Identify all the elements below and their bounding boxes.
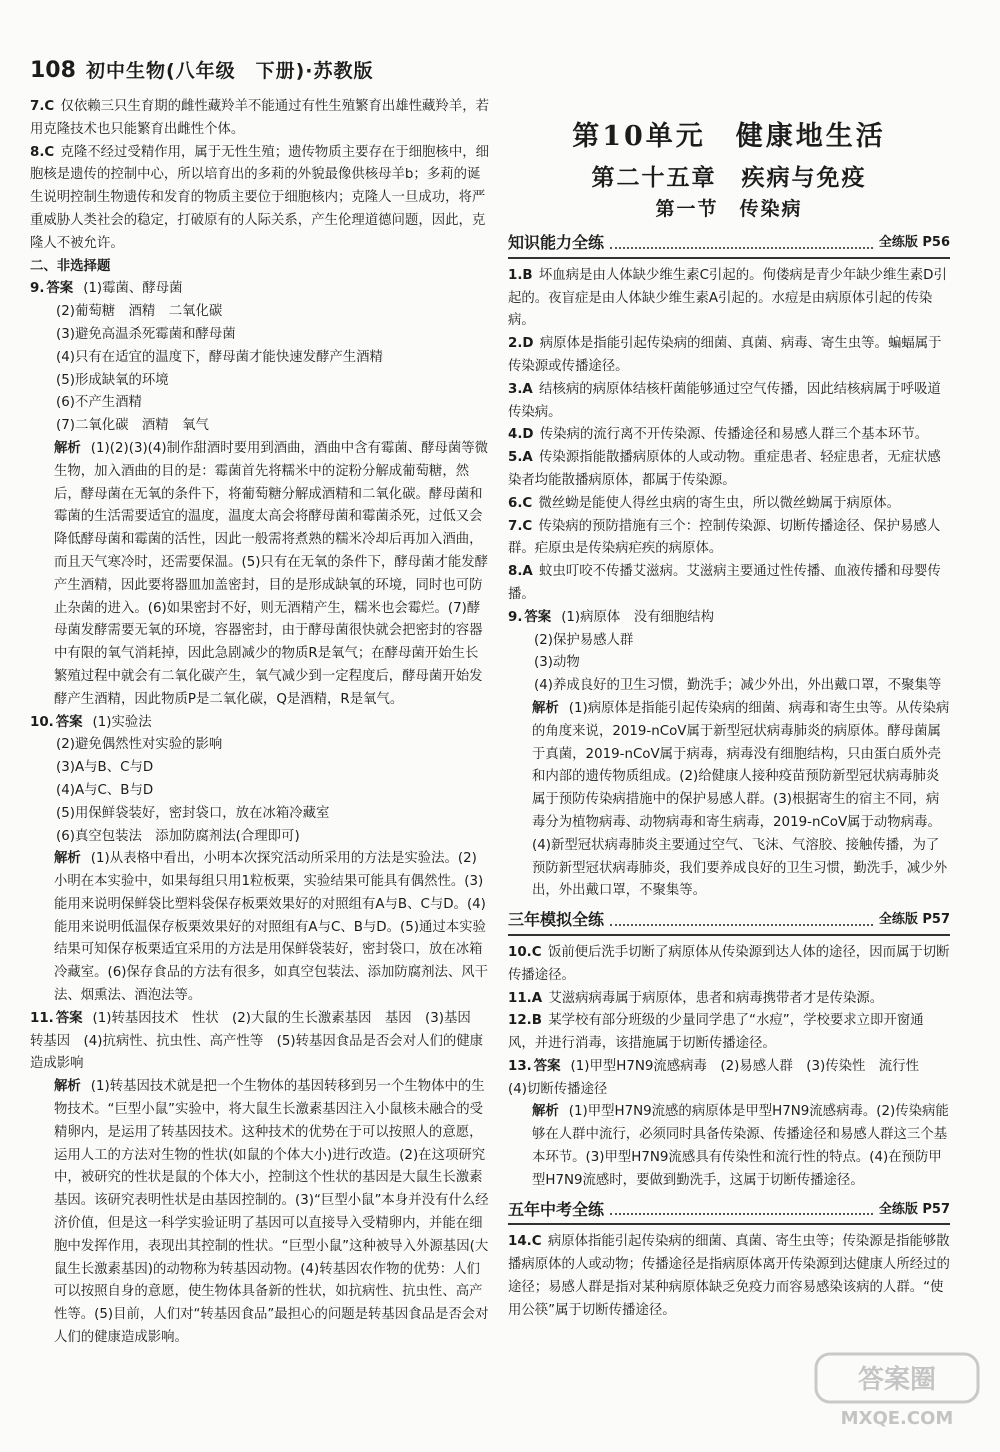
answer-item-r10: 10.C 饭前便后洗手切断了病原体从传染源到达人体的途径，因而属于切断传播途径。 xyxy=(508,944,950,983)
dotted-leader xyxy=(610,247,873,249)
answer-item-r12: 12.B 某学校有部分班级的少量同学患了“水痘”，学校要求立即开窗通风，并进行消毒，该措施属于切断传播途径。 xyxy=(508,1013,924,1052)
bar-page-ref: 全练版 P56 xyxy=(878,235,950,250)
practice-bar-three-year xyxy=(508,909,950,936)
answer-line: (5)用保鲜袋装好，密封袋口，放在冰箱冷藏室 xyxy=(56,805,330,821)
bar-page-ref: 全练版 P57 xyxy=(878,1201,950,1217)
dotted-leader xyxy=(610,924,873,926)
bar-title: 三年模拟全练 xyxy=(508,910,605,930)
page-header xyxy=(30,56,374,90)
practice-bar-knowledge xyxy=(508,232,950,259)
page-number: 108 xyxy=(30,58,76,83)
bar-title: 知识能力全练 xyxy=(508,233,605,252)
practice-bar-five-year xyxy=(508,1199,950,1226)
analysis-11: 解析 (1)转基因技术就是把一个生物体的基因转移到另一个生物体中的生物技术。“巨型小鼠”实验中，将大鼠生长激素基因注入小鼠核未融合的受精卵内，是运用了转基因技术。这种技术的优势在于可以按照人的意愿，运用人工的方法对生物的性状(如鼠的个体大小)进行改造。(2)在这项研究中，被研究的性状是鼠的个体大小，控制这个性状的基因是大鼠生长激素基因。该研究表明性状是由基因控制的。(3)“巨型小鼠”本身并没有什么经济价值，但是这一科学实验证明了基因可以直接导入受精卵内，并能在细胞中发挥作用，表现出其控制的性状。“巨型小鼠”这种被导入外源基因(大鼠生长激素基因)的动物称为转基因动物。(4)转基因农作物的优势：人们可以按照自身的意愿，使生物体具备新的性状，如抗病性、抗虫性、高产性等。(5)目前，人们对“转基因食品”最担心的问题是转基因食品是否会对人们的健康造成影响。 xyxy=(54,1079,489,1346)
svg-text:答案圈: 答案圈 xyxy=(857,1365,937,1395)
section-title: 第一节 传染病 xyxy=(655,198,803,220)
svg-text:MXQE.COM: MXQE.COM xyxy=(840,1408,954,1429)
answer-item-7: 7.C 仅依赖三只生育期的雌性藏羚羊不能通过有性生殖繁育出雄性藏羚羊，若用克隆技术也只能繁育出雌性个体。 xyxy=(30,99,489,137)
answer-item-r11: 11.A 艾滋病病毒属于病原体，患者和病毒携带者才是传染源。 xyxy=(508,990,884,1006)
answer-item-11: 11. 答案 (1)转基因技术 性状 (2)大鼠的生长激素基因 基因 (3)基因 转基因 (4)抗病性、抗虫性、高产性等 (5)转基因食品是否会对人们的健康造成影响 xyxy=(30,1010,485,1072)
answer-item-r1: 1.B 坏血病是由人体缺少维生素C引起的。佝偻病是青少年缺少维生素D引起的。夜盲症是由人体缺少维生素A引起的。水痘是由病原体引起的传染病。 xyxy=(508,267,947,329)
analysis-r13: 解析 (1)甲型H7N9流感的病原体是甲型H7N9流感病毒。(2)传染病能够在人群中流行，必须同时具备传染源、传播途径和易感人群这三个基本环节。(3)甲型H7N9流感具有传染性和流行性的特点。(4)在预防甲型H7N9流感时，要做到勤洗手，这属于切断传播途径。 xyxy=(532,1104,949,1188)
answer-line: (5)形成缺氧的环境 xyxy=(56,372,169,388)
analysis-r9: 解析 (1)病原体是指能引起传染病的细菌、病毒和寄生虫等。从传染病的角度来说，2019-nCoV属于新型冠状病毒肺炎的病原体。酵母菌属于真菌，2019-nCoV属于病毒，病毒没有细胞结构，只由蛋白质外壳和内部的遗传物质组成。(2)给健康人接种疫苗预防新型冠状病毒肺炎属于预防传染病措施中的保护易感人群。(3)根据寄生的宿主不同，病毒分为植物病毒、动物病毒和寄生病毒，2019-nCoV属于动物病毒。(4)新型冠状病毒肺炎主要通过空气、飞沫、气溶胶、接触传播，为了预防新型冠状病毒肺炎，我们要养成良好的卫生习惯，勤洗手，减少外出，外出戴口罩，不聚集等。 xyxy=(532,700,950,899)
watermark-logo xyxy=(812,1350,982,1430)
answer-line: (6)真空包装法 添加防腐剂法(合理即可) xyxy=(56,828,300,844)
answer-item-r5: 5.A 传染源指能散播病原体的人或动物。重症患者、轻症患者，无症状感染者均能散播病原体，都属于传染源。 xyxy=(508,450,941,488)
answer-item-r6: 6.C 微丝蚴是能使人得丝虫病的寄生虫，所以微丝蚴属于病原体。 xyxy=(508,495,901,511)
right-column xyxy=(508,96,950,1323)
answer-item-r14: 14.C 病原体指能引起传染病的细菌、真菌、寄生虫等；传染源是指能够散播病原体的人或动物；传播途径是指病原体离开传染源到达健康人所经过的途径；易感人群是指对某种病原体缺乏免疫力而容易感染该病的人群。“使用公筷”属于切断传播途径。 xyxy=(508,1234,950,1318)
answer-line: (3)动物 xyxy=(534,655,580,671)
answer-item-r9: 9. 答案 (1)病原体 没有细胞结构 xyxy=(508,609,715,625)
answer-item-r8: 8.A 蚊虫叮咬不传播艾滋病。艾滋病主要通过性传播、血液传播和母婴传播。 xyxy=(508,564,941,602)
answer-item-8: 8.C 克隆不经过受精作用，属于无性生殖；遗传物质主要存在于细胞核中，细胞核是遗传的控制中心，所以培育出的多莉的外貌最像供核母羊b；多莉的诞生说明控制生物遗传和发育的物质主要位于细胞核内；克隆人一旦成功，将严重威胁人类社会的稳定，打破原有的人际关系，产生伦理道德问题，因此，克隆人不被允许。 xyxy=(30,144,489,251)
bar-page-ref: 全练版 P57 xyxy=(878,912,950,928)
answer-line: (3)A与B、C与D xyxy=(56,760,154,776)
answer-item-r13: 13. 答案 (1)甲型H7N9流感病毒 (2)易感人群 (3)传染性 流行性 (4)切断传播途径 xyxy=(508,1058,933,1097)
left-column xyxy=(30,96,490,1350)
section-heading: 二、非选择题 xyxy=(30,258,111,274)
answer-item-r2: 2.D 病原体是指能引起传染病的细菌、真菌、病毒、寄生虫等。蝙蝠属于传染源或传播途径。 xyxy=(508,336,942,374)
answer-item-r4: 4.D 传染病的流行离不开传染源、传播途径和易感人群三个基本环节。 xyxy=(508,427,929,443)
answer-line: (6)不产生酒精 xyxy=(56,395,142,411)
answer-line: (2)避免偶然性对实验的影响 xyxy=(56,737,223,753)
analysis-9: 解析 (1)(2)(3)(4)制作甜酒时要用到酒曲，酒曲中含有霉菌、酵母菌等微生物，加入酒曲的目的是：霉菌首先将糯米中的淀粉分解成葡萄糖，然后，酵母菌在无氧的条件下，将葡萄糖分解成酒精和二氧化碳。酵母菌和霉菌的生活需要适宜的温度，温度太高会将酵母菌和霉菌杀死，过低又会降低酵母菌和霉菌的活性，因此一般需将煮熟的糯米冷却后再加入酒曲，而且天气寒冷时，还需要保温。(5)只有在无氧的条件下，酵母菌才能发酵产生酒精，因此要将器皿加盖密封，目的是形成缺氧的环境，同时也可防止杂菌的进入。(6)如果密封不好，则无酒精产生，糯米也会霉烂。(7)酵母菌发酵需要无氧的环境，容器密封，由于酵母菌很快就会把密封的容器中有限的氧气消耗掉，因此急剧减少的物质R是氧气；在酵母菌开始生长繁殖过程中就会有二氧化碳产生，氧气减少到一定程度后，酵母菌开始发酵产生酒精，因此物质P是二氧化碳，Q是酒精，R是氧气。 xyxy=(54,440,489,707)
book-title: 初中生物(八年级 下册)·苏教版 xyxy=(85,60,374,82)
answer-line: (4)A与C、B与D xyxy=(56,782,154,798)
bar-title: 五年中考全练 xyxy=(508,1199,605,1219)
answer-line: (4)只有在适宜的温度下，酵母菌才能快速发酵产生酒精 xyxy=(56,349,383,365)
answer-item-9: 9. 答案 (1)霉菌、酵母菌 xyxy=(30,281,183,297)
answer-line: (2)葡萄糖 酒精 二氧化碳 xyxy=(56,304,223,320)
answer-line: (2)保护易感人群 xyxy=(534,632,634,648)
chapter-title: 第二十五章 疾病与免疫 xyxy=(591,164,867,191)
answer-item-10: 10. 答案 (1)实验法 xyxy=(30,714,152,730)
answer-item-r3: 3.A 结核病的病原体结核杆菌能够通过空气传播，因此结核病属于呼吸道传染病。 xyxy=(508,381,941,420)
answer-item-r7: 7.C 传染病的预防措施有三个：控制传染源、切断传播途径、保护易感人群。疟原虫是传染病疟疾的病原体。 xyxy=(508,518,941,557)
dotted-leader xyxy=(610,1213,873,1215)
answer-line: (7)二氧化碳 酒精 氧气 xyxy=(56,418,209,434)
analysis-10: 解析 (1)从表格中看出，小明本次探究活动所采用的方法是实验法。(2)小明在本实验中，如果每组只用1粒板栗，实验结果可能具有偶然性。(3)能用来说明保鲜袋比塑料袋保存板栗效果好的对照组有A与B、C与D。(4)能用来说明低温保存板栗效果好的对照组有A与C、B与D。(5)通过本实验结果可知保存板栗适宜采用的方法是用保鲜袋装好，密封袋口，放在冰箱冷藏室。(6)保存食品的方法有很多，如真空包装法、添加防腐剂法、风干法、烟熏法、酒泡法等。 xyxy=(54,851,489,1004)
unit-title: 第10单元 健康地生活 xyxy=(572,121,886,152)
answer-line: (3)避免高温杀死霉菌和酵母菌 xyxy=(56,326,236,342)
answer-line: (4)养成良好的卫生习惯，勤洗手；减少外出，外出戴口罩，不聚集等 xyxy=(534,678,942,694)
